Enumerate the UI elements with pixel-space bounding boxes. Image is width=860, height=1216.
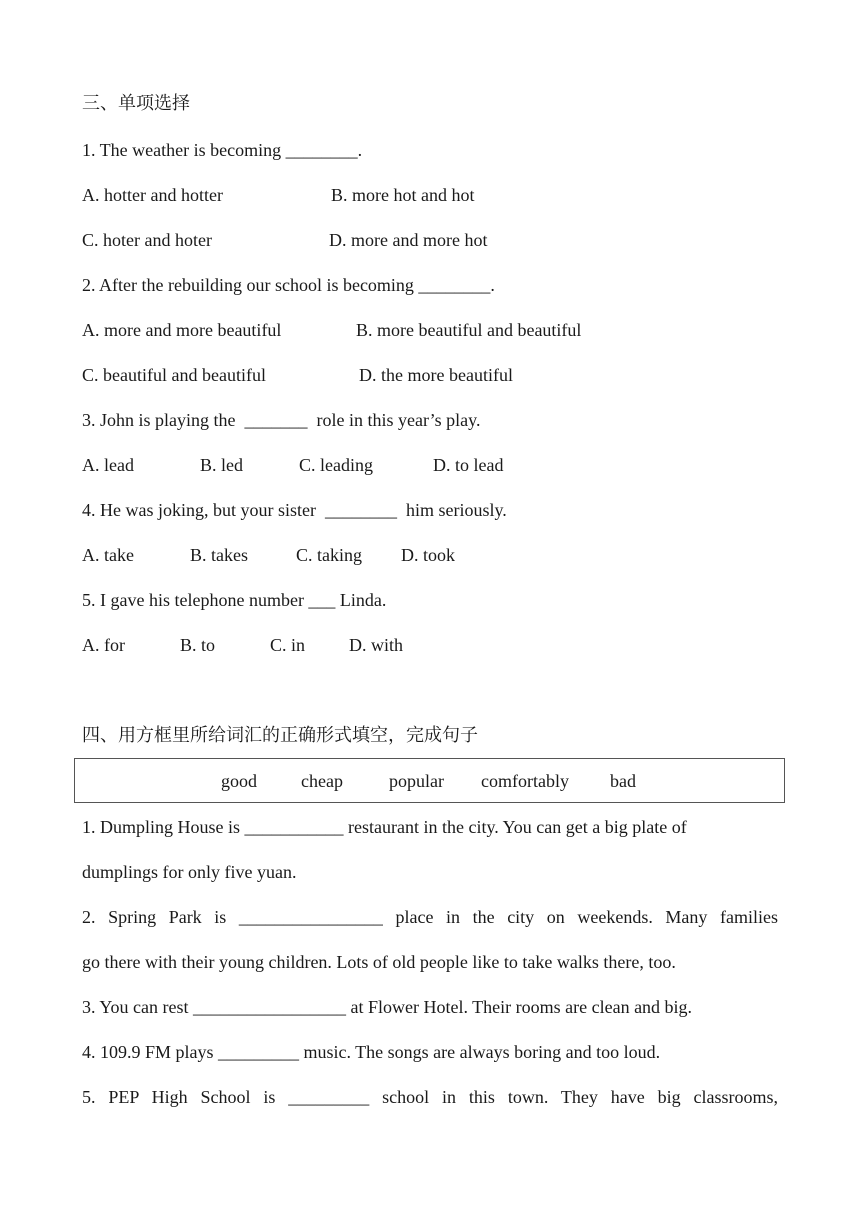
word-box-item: bad	[610, 771, 636, 791]
question-3-option-a: A. lead	[82, 455, 134, 475]
question-4-option-c: C. taking	[296, 545, 362, 565]
question-1-stem: 1. The weather is becoming ________.	[82, 140, 363, 160]
question-4-option-b: B. takes	[190, 545, 248, 565]
fill-sentence-4: 4. 109.9 FM plays _________ music. The songs are always boring and too loud.	[82, 1042, 661, 1062]
question-1-option-b: B. more hot and hot	[331, 185, 475, 205]
question-2-option-d: D. the more beautiful	[359, 365, 513, 385]
word-box-item: cheap	[301, 771, 343, 791]
fill-sentence-5-line-1: 5. PEP High School is _________ school in this town. They have big classrooms,	[82, 1087, 778, 1107]
question-2-option-a: A. more and more beautiful	[82, 320, 282, 340]
question-1-option-a: A. hotter and hotter	[82, 185, 223, 205]
fill-sentence-2-line-2: go there with their young children. Lots of old people like to take walks there, too.	[82, 952, 676, 972]
question-4-option-a: A. take	[82, 545, 134, 565]
question-3-option-d: D. to lead	[433, 455, 504, 475]
question-2-stem: 2. After the rebuilding our school is becoming ________.	[82, 275, 495, 295]
question-2-option-c: C. beautiful and beautiful	[82, 365, 266, 385]
fill-sentence-1-line-2: dumplings for only five yuan.	[82, 862, 297, 882]
word-box-item: comfortably	[481, 771, 569, 791]
word-box-item: popular	[389, 771, 444, 791]
question-3-option-b: B. led	[200, 455, 243, 475]
question-3-stem: 3. John is playing the _______ role in this year’s play.	[82, 410, 481, 430]
question-5-option-a: A. for	[82, 635, 125, 655]
question-5-option-b: B. to	[180, 635, 216, 655]
fill-sentence-3: 3. You can rest _________________ at Flower Hotel. Their rooms are clean and big.	[82, 997, 693, 1017]
word-box-item: good	[221, 771, 257, 791]
question-3-option-c: C. leading	[299, 455, 373, 475]
section-4-heading: 四、用方框里所给词汇的正确形式填空，完成句子	[82, 725, 478, 746]
question-5-option-c: C. in	[270, 635, 306, 655]
question-2-option-b: B. more beautiful and beautiful	[356, 320, 582, 340]
section-3-heading: 三、单项选择	[82, 93, 190, 114]
question-4-option-d: D. took	[401, 545, 455, 565]
question-1-option-c: C. hoter and hoter	[82, 230, 212, 250]
question-5-stem: 5. I gave his telephone number ___ Linda.	[82, 590, 387, 610]
fill-sentence-2-line-1: 2. Spring Park is ________________ place in the city on weekends. Many families	[82, 907, 778, 927]
question-1-option-d: D. more and more hot	[329, 230, 488, 250]
question-5-option-d: D. with	[349, 635, 403, 655]
fill-sentence-1-line-1: 1. Dumpling House is ___________ restaurant in the city. You can get a big plate of	[82, 817, 687, 837]
question-4-stem: 4. He was joking, but your sister ________ him seriously.	[82, 500, 507, 520]
word-box	[74, 758, 785, 803]
